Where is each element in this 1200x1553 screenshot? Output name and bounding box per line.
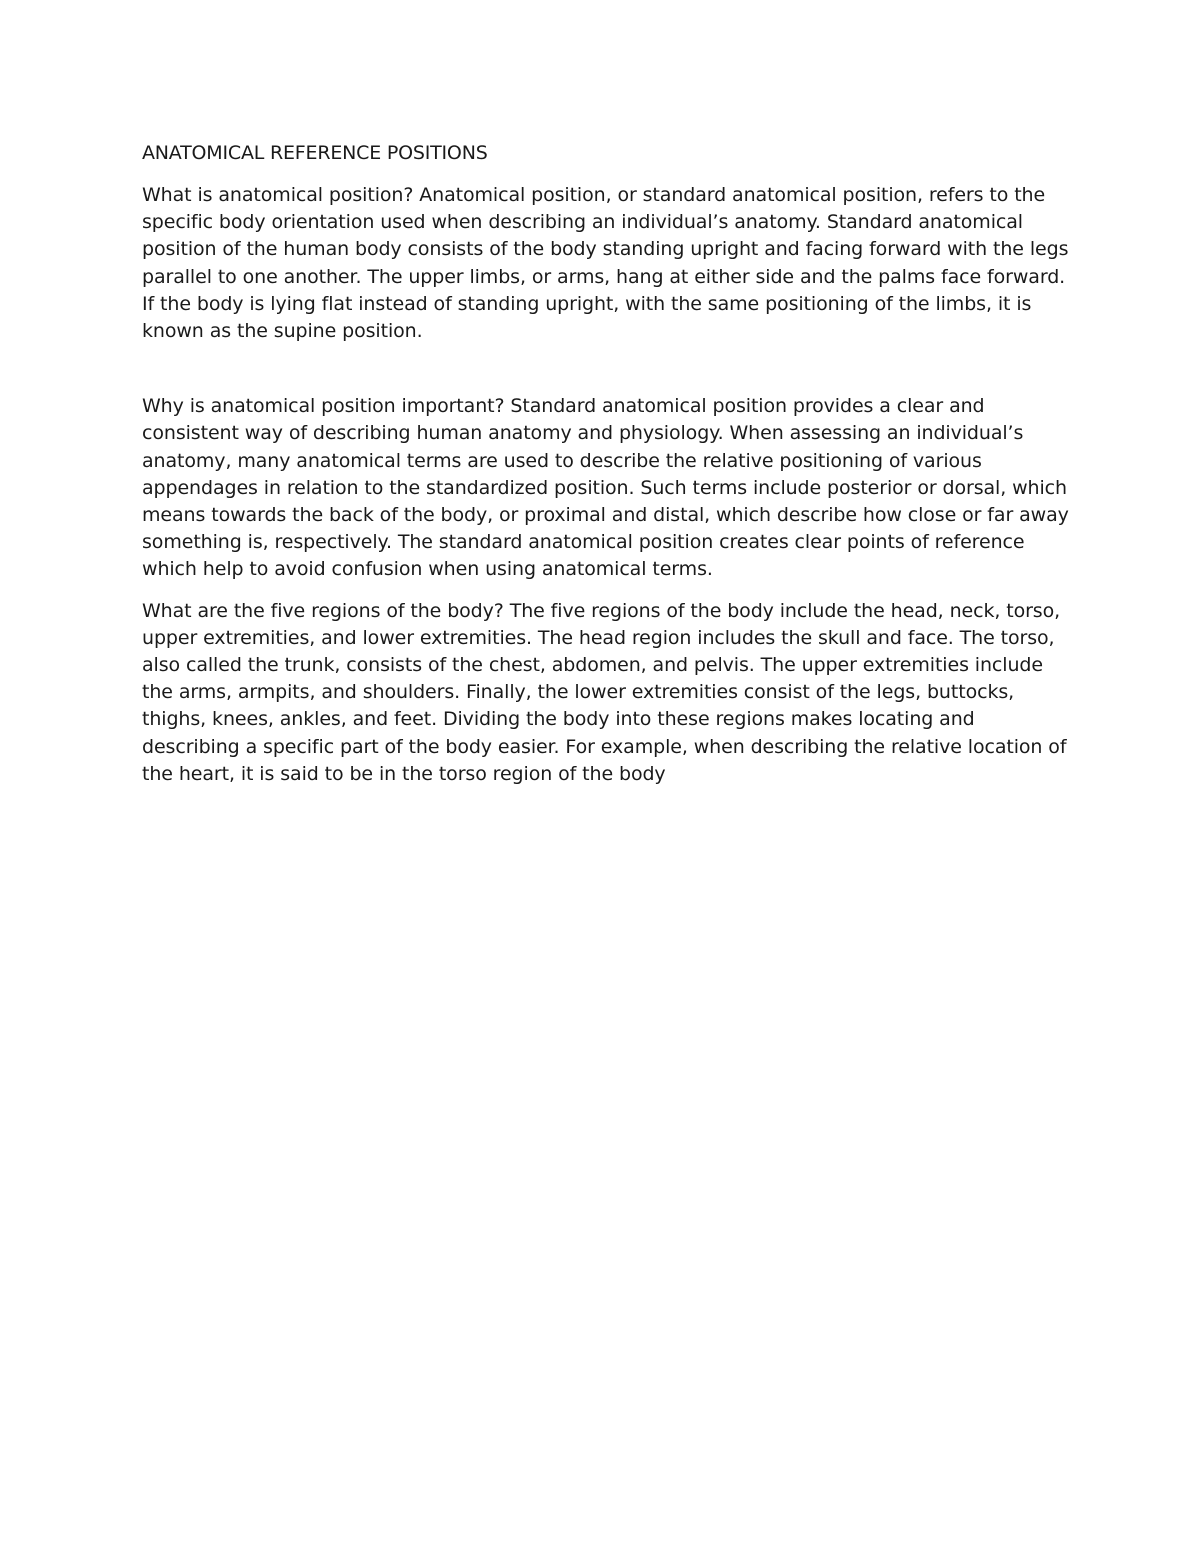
paragraph-importance: Why is anatomical position important? Standard anatomical position provides a clear and consistent way of describing human anatomy and physiology. When assessing an individual’s anatomy, many anatomical terms are used to describe the relative positioning of various appendages in relation to the standardized position. Such terms include posterior or dorsal, which means towards the back of the body, or proximal and distal, which describe how close or far away something is, respectively. The standard anatomical position creates clear points of reference which help to avoid confusion when using anatomical terms. (142, 395, 1069, 581)
paragraph-body-regions: What are the five regions of the body? The five regions of the body include the head, neck, torso, upper extremities, and lower extremities. The head region includes the skull and face. The torso, also called the trunk, consists of the chest, abdomen, and pelvis. The upper extremities include the arms, armpits, and shoulders. Finally, the lower extremities consist of the legs, buttocks, thighs, knees, ankles, and feet. Dividing the body into these regions makes locating and describing a specific part of the body easier. For example, when describing the relative location of the heart, it is said to be in the torso region of the body (142, 599, 1067, 785)
document-body (142, 140, 1072, 788)
paragraph-anatomical-position: What is anatomical position? Anatomical position, or standard anatomical position, refers to the specific body orientation used when describing an individual’s anatomy. Standard anatomical position of the human body consists of the body standing upright and facing forward with the legs parallel to one another. The upper limbs, or arms, hang at either side and the palms face forward. If the body is lying flat instead of standing upright, with the same positioning of the limbs, it is known as the supine position. (142, 184, 1069, 343)
document-title: ANATOMICAL REFERENCE POSITIONS (142, 142, 488, 164)
